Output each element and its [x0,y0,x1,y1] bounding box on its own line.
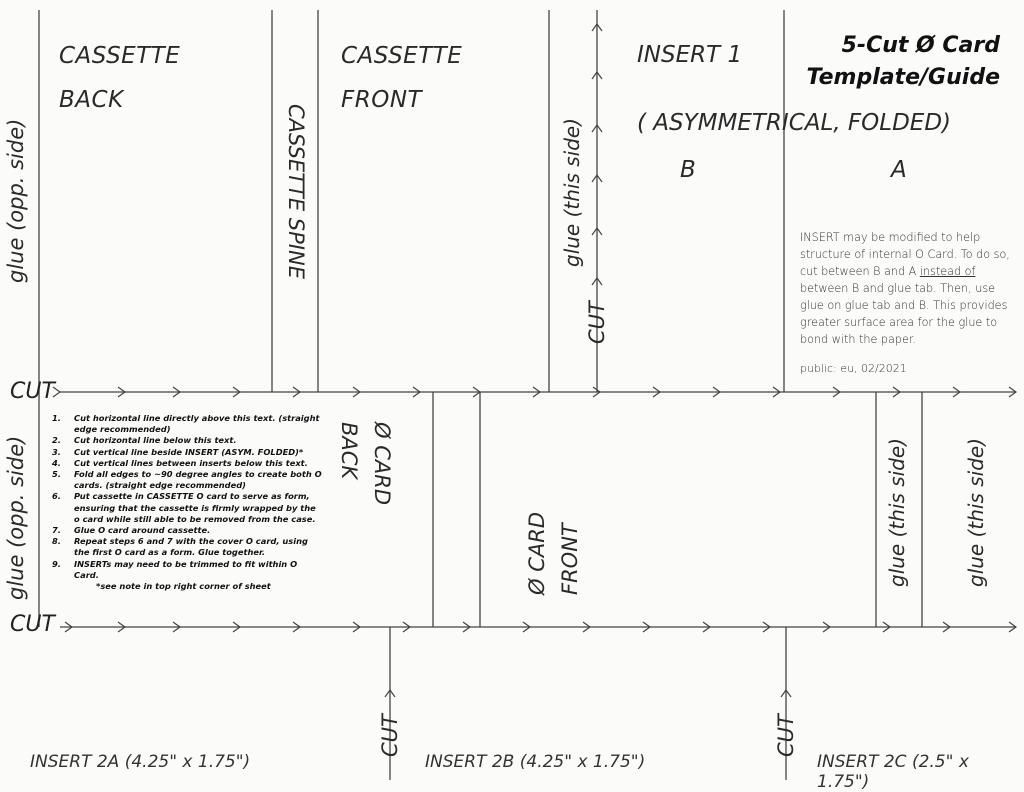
cut-label-insert-2a-2b: CUT [378,714,402,757]
modification-note: INSERT may be modified to help structure of internal O Card. To do so, cut between B and A instead of between B and glue tab. Then, use glue on glue tab and B. This provides greater surface area for the glue to bond with the paper. [800,231,1010,346]
glue-this-side-top: glue (this side) [560,117,584,267]
cut-label-insert-2b-2c: CUT [774,714,798,757]
glue-opp-side-middle: glue (opp. side) [4,435,28,600]
cassette-front-label: CASSETTE FRONT [341,43,463,113]
o-card-back-label: Ø CARD BACK [337,422,394,505]
instruction-step: 8. Repeat steps 6 and 7 with the cover O card, using the first O card as a form. Glue together. [52,536,308,558]
instruction-step: 5. Fold all edges to ~90 degree angles to create both O cards. (straight edge recommended) [52,469,322,491]
cut-label-bottom: CUT [10,612,55,637]
cassette-back-label: CASSETTE BACK [59,43,181,113]
template-title [806,30,1000,94]
insert-2c-label: INSERT 2C (2.5" x 1.75") [817,752,969,792]
instruction-step: 1. Cut horizontal line directly above this text. (straight edge recommended) [52,413,320,435]
instruction-step: 7. Glue O card around cassette. [52,525,211,536]
instruction-step: 3. Cut vertical line beside INSERT (ASYM. FOLDED)* [52,446,304,457]
glue-this-side-mid-1: glue (this side) [885,437,909,587]
cut-label-insert1: CUT [585,301,609,344]
title-line-2: Template/Guide [806,65,1000,90]
insert-2b-label: INSERT 2B (4.25" x 1.75") [425,752,646,772]
cut-label-top: CUT [10,379,55,404]
public-credit: public: eu, 02/2021 [800,362,907,375]
insert1-subtitle: ( ASYMMETRICAL, FOLDED) [637,110,952,136]
cassette-spine-label: CASSETTE SPINE [284,104,308,279]
instruction-step: 2. Cut horizontal line below this text. [52,435,237,446]
insert1-label: INSERT 1 [637,42,743,68]
instruction-step: 9. INSERTs may need to be trimmed to fit within O Card. [52,558,298,580]
title-line-1: 5-Cut Ø Card [841,33,1000,58]
note-emphasis: instead of [919,265,976,278]
glue-opp-side-top: glue (opp. side) [4,118,28,283]
o-card-front-label: Ø CARD FRONT [525,512,582,595]
insert-2a-label: INSERT 2A (4.25" x 1.75") [30,752,251,772]
insert-label-b: B [680,157,696,183]
instruction-steps [52,413,322,592]
steps-footnote: *see note in top right corner of sheet [96,581,271,592]
insert-label-a: A [891,157,907,183]
instruction-step: 6. Put cassette in CASSETTE O card to serve as form, ensuring that the cassette is firmly wrapped by the o card while still able to be removed from the case. [52,491,316,524]
glue-this-side-mid-2: glue (this side) [964,437,988,587]
instruction-step: 4. Cut vertical lines between inserts below this text. [52,457,308,468]
